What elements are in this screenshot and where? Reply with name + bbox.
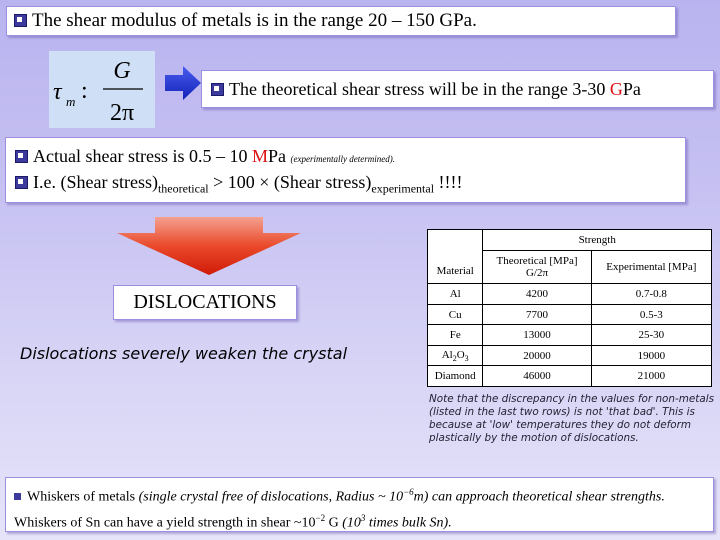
whiskers-text-c: m) can approach theoretical shear strengths. bbox=[413, 489, 665, 505]
checkbox-bullet-icon bbox=[14, 14, 27, 27]
checkbox-bullet-icon bbox=[211, 83, 224, 96]
pa-unit: Pa bbox=[622, 79, 641, 99]
formula-sub: m bbox=[66, 94, 76, 109]
table-row bbox=[428, 366, 712, 387]
giga-prefix: G bbox=[609, 79, 623, 99]
cell-experimental: 25-30 bbox=[591, 325, 711, 346]
table-row bbox=[428, 345, 712, 366]
whiskers-text-d: Whiskers of Sn can have a yield strength in shear ~10 bbox=[14, 515, 316, 531]
cell-material: $Al_2O_3$ bbox=[428, 345, 483, 366]
formula-numerator: G bbox=[113, 58, 131, 84]
whiskers-exp3: 3 bbox=[360, 512, 366, 523]
mega-prefix: M bbox=[251, 146, 268, 166]
checkbox-bullet-icon bbox=[15, 150, 28, 163]
whiskers-text-b: (single crystal free of dislocations, Radius ~ 10 bbox=[138, 489, 404, 505]
cell-experimental: 21000 bbox=[591, 366, 711, 387]
cell-theoretical: 46000 bbox=[483, 366, 591, 387]
whiskers-text-f: (10 bbox=[342, 515, 361, 531]
weaken-statement: Dislocations severely weaken the crystal bbox=[20, 344, 348, 363]
cell-theoretical: 13000 bbox=[483, 325, 591, 346]
cell-experimental: 0.7-0.8 bbox=[591, 284, 711, 305]
sub-theoretical: theoretical bbox=[157, 181, 209, 196]
statement-theoretical-stress bbox=[201, 70, 714, 108]
statement-actual-stress bbox=[5, 137, 686, 203]
whiskers-text-e: G bbox=[325, 515, 343, 531]
formula-tau: τ bbox=[53, 79, 62, 105]
cell-theoretical: 7700 bbox=[483, 304, 591, 325]
ratio-text-a: I.e. (Shear stress) bbox=[33, 172, 158, 192]
statement-shear-modulus bbox=[6, 6, 676, 36]
arrow-down-icon bbox=[117, 217, 301, 275]
ratio-text-b: > 100 × (Shear stress) bbox=[208, 172, 372, 192]
whiskers-exp2: −2 bbox=[315, 512, 326, 523]
theoretical-stress-text: The theoretical shear stress will be in the range 3-30 bbox=[229, 79, 610, 99]
formula-denominator: 2π bbox=[109, 100, 135, 126]
statement-whiskers bbox=[5, 477, 714, 532]
ratio-text-c: !!!! bbox=[434, 172, 463, 192]
table-row bbox=[428, 284, 712, 305]
header-strength: Strength bbox=[483, 230, 712, 251]
whiskers-text-a: Whiskers of metals bbox=[27, 489, 139, 505]
checkbox-bullet-icon bbox=[15, 176, 28, 189]
square-bullet-icon bbox=[14, 493, 21, 500]
table-row bbox=[428, 304, 712, 325]
nonmetal-note: Note that the discrepancy in the values for non-metals (listed in the last two rows) is not 'that bad'. This is because at 'low' temperatures they do not deform plastically by the motion of dislocations. bbox=[429, 393, 714, 444]
cell-experimental: 0.5-3 bbox=[591, 304, 711, 325]
cell-theoretical: 4200 bbox=[483, 284, 591, 305]
whiskers-text-g: times bulk Sn). bbox=[365, 515, 452, 531]
sub-experimental: experimental bbox=[371, 181, 435, 196]
header-experimental: Experimental [MPa] bbox=[591, 250, 711, 284]
shear-modulus-text: The shear modulus of metals is in the range 20 – 150 GPa. bbox=[32, 10, 477, 31]
cell-material: Fe bbox=[428, 325, 483, 346]
cell-material: Diamond bbox=[428, 366, 483, 387]
table-row bbox=[428, 325, 712, 346]
header-material: Material bbox=[428, 230, 483, 284]
actual-stress-text: Actual shear stress is 0.5 – 10 bbox=[33, 146, 252, 166]
arrow-right-icon bbox=[165, 66, 201, 100]
pa-unit: Pa bbox=[267, 146, 291, 166]
header-theoretical: Theoretical [MPa] G/2π bbox=[483, 250, 591, 284]
cell-material: Cu bbox=[428, 304, 483, 325]
cell-theoretical: 20000 bbox=[483, 345, 591, 366]
experimental-note: (experimentally determined). bbox=[290, 154, 395, 164]
formula-approx: : bbox=[81, 78, 88, 104]
cell-experimental: 19000 bbox=[591, 345, 711, 366]
whiskers-exp1: −6 bbox=[403, 487, 414, 497]
dislocations-label: DISLOCATIONS bbox=[113, 285, 297, 320]
cell-material: Al bbox=[428, 284, 483, 305]
shear-stress-formula bbox=[49, 51, 155, 128]
strength-table bbox=[427, 229, 712, 387]
